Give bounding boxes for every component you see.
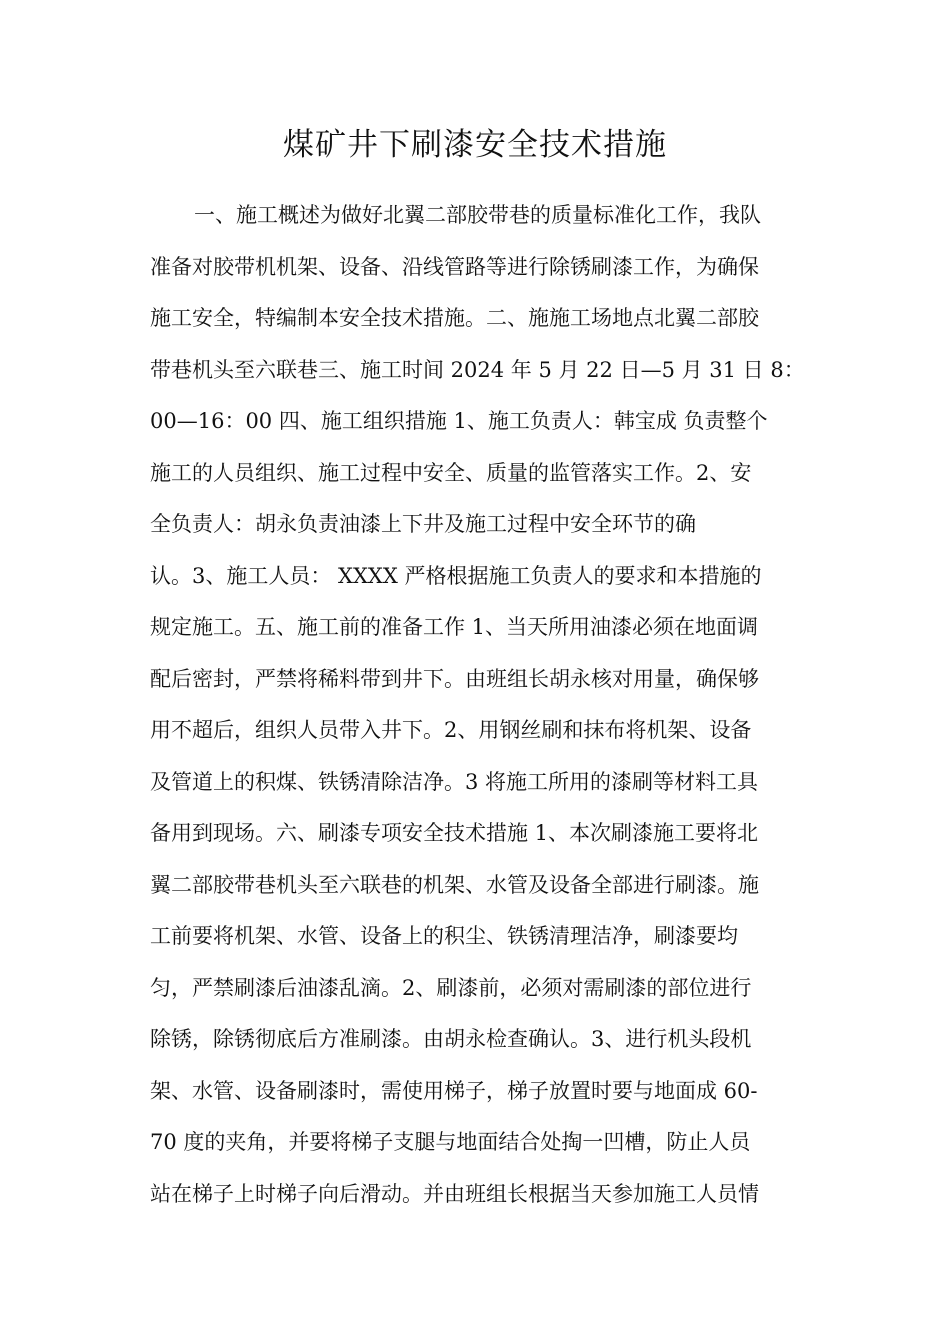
- paragraph-line: 工前要将机架、水管、设备上的积尘、铁锈清理洁净，刷漆要均: [150, 924, 738, 948]
- paragraph-line: 带巷机头至六联巷三、施工时间 2024 年 5 月 22 日—5 月 31 日 8：: [150, 357, 805, 382]
- document-body: [150, 190, 810, 1220]
- paragraph-line: 及管道上的积煤、铁锈清除洁净。3 将施工所用的漆刷等材料工具: [150, 769, 759, 794]
- paragraph-line: 匀，严禁刷漆后油漆乱滴。2、刷漆前，必须对需刷漆的部位进行: [150, 975, 752, 1000]
- paragraph-line: 施工安全，特编制本安全技术措施。二、施施工场地点北翼二部胶: [150, 306, 759, 330]
- paragraph-line: 70 度的夹角，并要将梯子支腿与地面结合处掏一凹槽，防止人员: [150, 1130, 751, 1154]
- paragraph-line: 配后密封，严禁将稀料带到井下。由班组长胡永核对用量，确保够: [150, 666, 759, 691]
- paragraph-line: 施工的人员组织、施工过程中安全、质量的监管落实工作。2、安: [150, 460, 752, 485]
- document-title: 煤矿井下刷漆安全技术措施: [283, 127, 667, 163]
- paragraph-line: 规定施工。五、施工前的准备工作 1、当天所用油漆必须在地面调: [150, 615, 759, 639]
- paragraph-line: 站在梯子上时梯子向后滑动。并由班组长根据当天参加施工人员情: [150, 1181, 759, 1206]
- paragraph-line: 一、施工概述为做好北翼二部胶带巷的质量标准化工作，我队: [194, 203, 761, 227]
- paragraph-line: 用不超后，组织人员带入井下。2、用钢丝刷和抹布将机架、设备: [150, 718, 752, 742]
- paragraph-line: 00—16：00 四、施工组织措施 1、施工负责人：韩宝成 负责整个: [150, 409, 768, 433]
- paragraph-line: 准备对胶带机机架、设备、沿线管路等进行除锈刷漆工作，为确保: [150, 254, 759, 279]
- paragraph-line: 除锈，除锈彻底后方准刷漆。由胡永检查确认。3、进行机头段机: [150, 1027, 752, 1051]
- paragraph-line: 认。3、施工人员： XXXX 严格根据施工负责人的要求和本措施的: [150, 563, 762, 588]
- paragraph-line: 架、水管、设备刷漆时，需使用梯子，梯子放置时要与地面成 60-: [150, 1078, 758, 1103]
- paragraph-line: 翼二部胶带巷机头至六联巷的机架、水管及设备全部进行刷漆。施: [150, 872, 759, 897]
- paragraph-line: 备用到现场。六、刷漆专项安全技术措施 1、本次刷漆施工要将北: [150, 821, 759, 845]
- paragraph-line: 全负责人：胡永负责油漆上下井及施工过程中安全环节的确: [150, 512, 696, 536]
